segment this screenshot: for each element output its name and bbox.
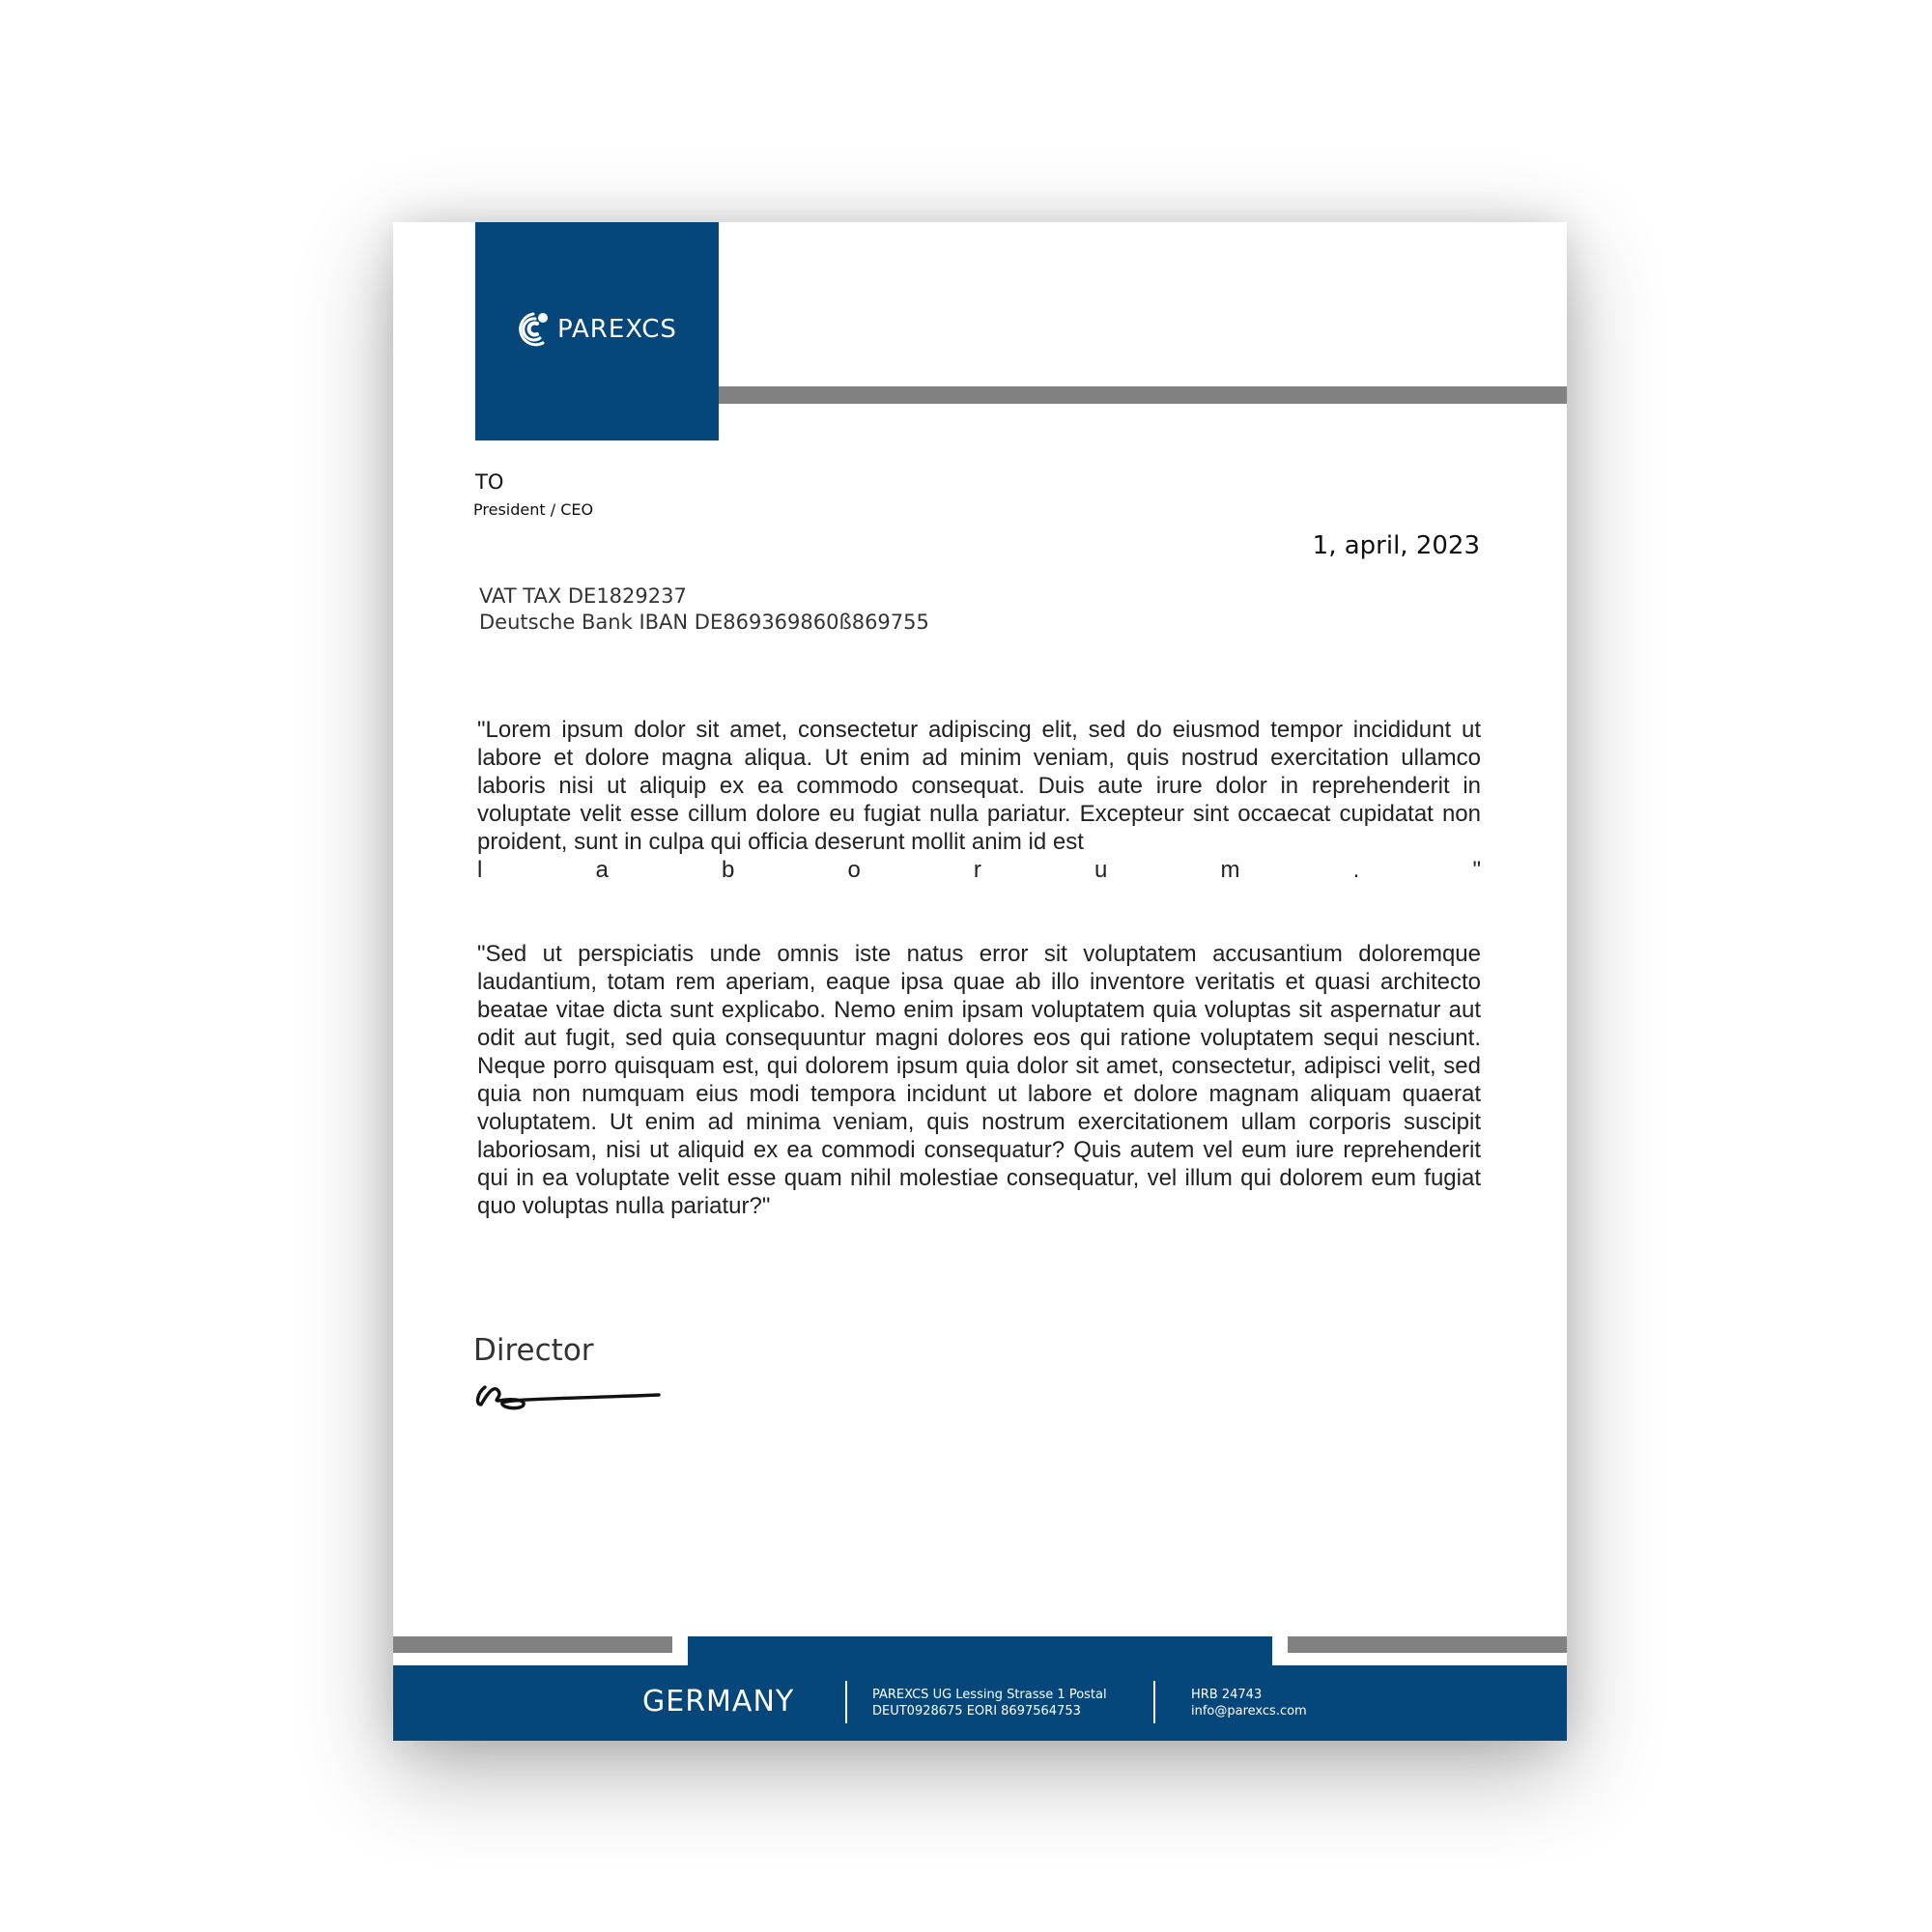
paragraph-1-char: a — [595, 857, 609, 883]
company-logo-text: PAREXCS — [557, 315, 677, 344]
footer-address-line: PAREXCS UG Lessing Strasse 1 Postal — [872, 1688, 1107, 1702]
vat-number: VAT TAX DE1829237 — [479, 584, 687, 608]
footer-hrb: HRB 24743 — [1191, 1688, 1263, 1702]
body-paragraph-1-last-line — [477, 856, 1481, 884]
footer-email[interactable]: info@parexcs.com — [1191, 1704, 1307, 1719]
recipient-role: President / CEO — [473, 500, 594, 519]
footer-divider-left — [393, 1636, 672, 1653]
paragraph-1-char: l — [477, 857, 483, 883]
footer-registration — [1191, 1687, 1307, 1719]
bank-iban: Deutsche Bank IBAN DE869369860ß869755 — [479, 611, 929, 634]
paragraph-1-char: . — [1352, 857, 1360, 883]
paragraph-1-char: o — [847, 857, 861, 883]
paragraph-1-char: " — [1472, 857, 1481, 883]
body-paragraph-2: "Sed ut perspiciatis unde omnis iste natus error sit voluptatem accusantium doloremque laudantium, totam rem aperiam, eaque ipsa quae ab illo inventore veritatis et quasi architecto beatae vitae dicta sunt explicabo. Nemo enim ipsam voluptatem quia voluptas sit aspernatur aut odit aut fugit, sed quia consequuntur magni dolores eos qui ratione voluptatem sequi nesciunt. Neque porro quisquam est, qui dolorem ipsum quia dolor sit amet, consectetur, adipisci velit, sed quia non numquam eius modi tempora incidunt ut labore et dolore magnam aliquam quaerat voluptatem. Ut enim ad minima veniam, quis nostrum exercitationem ullam corporis suscipit laboriosam, nisi ut aliquid ex ea commodi consequatur? Quis autem vel eum iure reprehenderit qui in ea voluptate velit esse quam nihil molestiae consequatur, vel illum qui dolorem eum fugiat quo voluptas nulla pariatur?" — [477, 941, 1481, 1219]
signoff-title: Director — [473, 1333, 594, 1368]
paragraph-1-char: u — [1094, 857, 1108, 883]
letterhead-page — [393, 222, 1567, 1741]
letter-date: 1, april, 2023 — [1312, 531, 1480, 560]
parexcs-swirl-icon — [510, 304, 554, 355]
body-paragraph-1: "Lorem ipsum dolor sit amet, consectetur adipiscing elit, sed do eiusmod tempor incididunt ut labore et dolore magna aliqua. Ut enim ad minim veniam, quis nostrud exercitation ullamco laboris nisi ut aliquip ex ea commodo consequat. Duis aute irure dolor in reprehenderit in voluptate velit esse cillum dolore eu fugiat nulla pariatur. Excepteur sint occaecat cupidatat non proident, sunt in culpa qui officia deserunt mollit anim id est — [477, 717, 1481, 855]
footer-address-line: DEUT0928675 EORI 8697564753 — [872, 1704, 1081, 1719]
company-info — [479, 583, 929, 636]
paragraph-1-char: b — [721, 857, 735, 883]
paragraph-1-char: m — [1220, 857, 1240, 883]
header-divider-bar — [719, 386, 1567, 404]
footer-country: GERMANY — [642, 1685, 795, 1719]
footer — [393, 1665, 1567, 1741]
paragraph-1-char: r — [973, 857, 981, 883]
footer-address — [872, 1687, 1107, 1719]
logo-block — [475, 222, 719, 440]
signature-image — [475, 1379, 668, 1414]
recipient-to-label: TO — [475, 470, 504, 494]
footer-divider-line — [845, 1681, 847, 1723]
footer-divider-right — [1288, 1636, 1567, 1653]
company-logo — [510, 304, 677, 355]
footer-divider-line — [1153, 1681, 1155, 1723]
